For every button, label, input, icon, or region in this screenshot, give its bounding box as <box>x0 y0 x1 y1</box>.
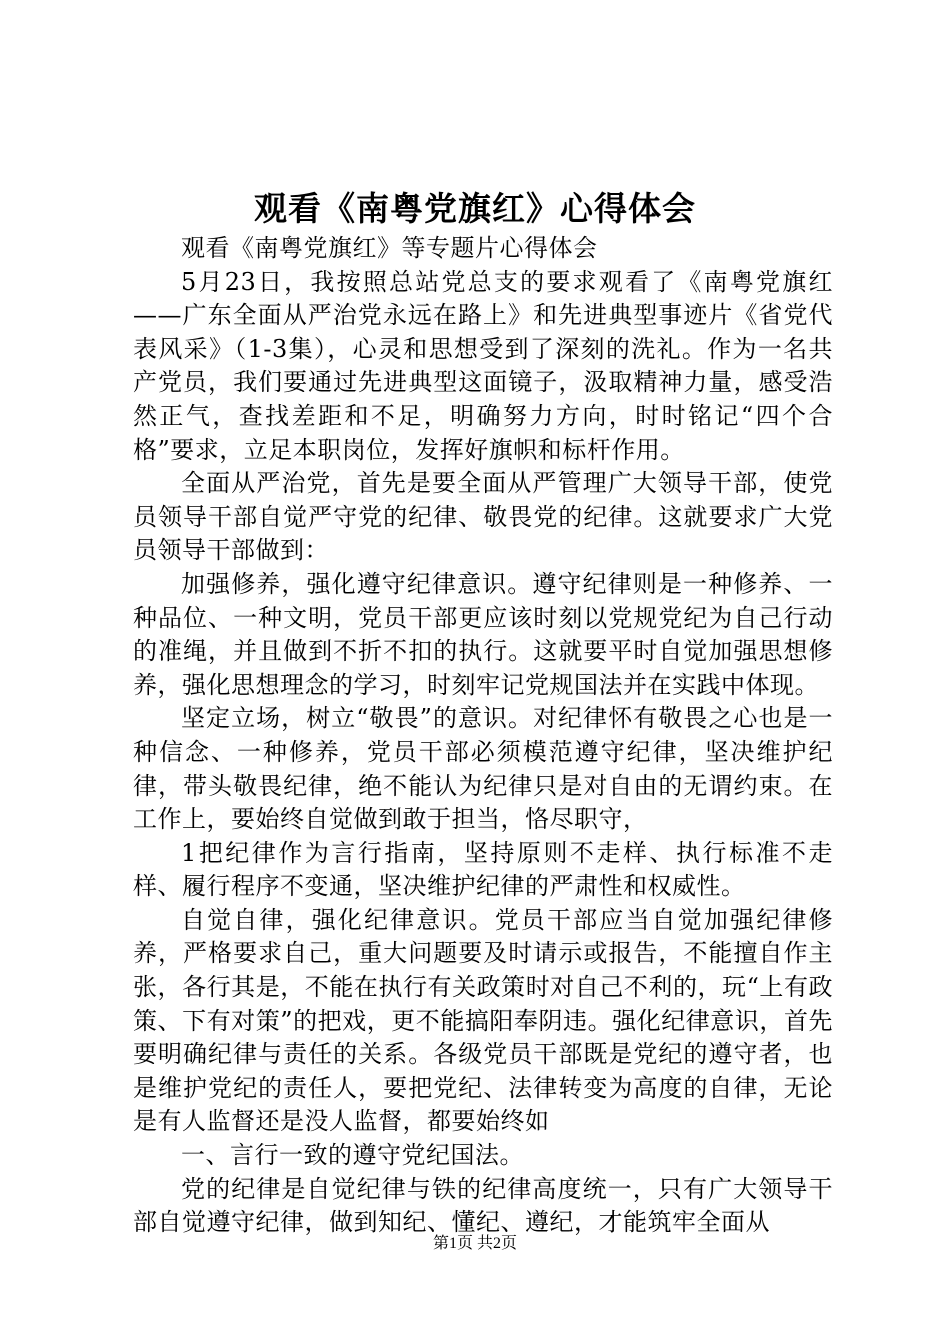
paragraph: 党的纪律是自觉纪律与铁的纪律高度统一，只有广大领导干部自觉遵守纪律，做到知纪、懂纪、遵纪，才能筑牢全面从 <box>133 1174 833 1237</box>
paragraph: 1把纪律作为言行指南，坚持原则不走样、执行标准不走样、履行程序不变通，坚决维护纪律的严肃性和权威性。 <box>133 838 833 901</box>
paragraph-subtitle: 观看《南粤党旗红》等专题片心得体会 <box>181 234 598 262</box>
paragraph: 一、言行一致的遵守党纪国法。 <box>181 1141 524 1170</box>
paragraph: 自觉自律，强化纪律意识。党员干部应当自觉加强纪律修养，严格要求自己，重大问题要及时请示或报告，不能擅自作主张，各行其是，不能在执行有关政策时对自己不利的，玩“上有政策、下有对策”的把戏，更不能搞阳奉阴违。强化纪律意识，首先要明确纪律与责任的关系。各级党员干部既是党纪的遵守者，也是维护党纪的责任人，要把党纪、法律转变为高度的自律，无论是有人监督还是没人监督，都要始终如 <box>133 905 833 1136</box>
page-footer: 第1页 共2页 <box>432 1235 517 1252</box>
paragraph: 坚定立场，树立“敬畏”的意识。对纪律怀有敬畏之心也是一种信念、一种修养，党员干部必须模范遵守纪律，坚决维护纪律，带头敬畏纪律，绝不能认为纪律只是对自由的无谓约束。在工作上，要始终自觉做到敢于担当，恪尽职守， <box>133 704 833 834</box>
paragraph: 加强修养，强化遵守纪律意识。遵守纪律则是一种修养、一种品位、一种文明，党员干部更应该时刻以党规党纪为自己行动的准绳，并且做到不折不扣的执行。这就要平时自觉加强思想修养，强化思想理念的学习，时刻牢记党规国法并在实践中体现。 <box>133 569 833 699</box>
paragraph: 全面从严治党，首先是要全面从严管理广大领导干部，使党员领导干部自觉严守党的纪律、敬畏党的纪律。这就要求广大党员领导干部做到： <box>133 469 833 565</box>
paragraph: 5月23日，我按照总站党总支的要求观看了《南粤党旗红——广东全面从严治党永远在路上》和先进典型事迹片《省党代表风采》（1-3集），心灵和思想受到了深刻的洗礼。作为一名共产党员，我们要通过先进典型这面镜子，汲取精神力量，感受浩然正气，查找差距和不足，明确努力方向，时时铭记“四个合格”要求，立足本职岗位，发挥好旗帜和标杆作用。 <box>133 267 833 464</box>
document-title: 观看《南粤党旗红》心得体会 <box>254 189 696 228</box>
document-body <box>133 232 833 1240</box>
